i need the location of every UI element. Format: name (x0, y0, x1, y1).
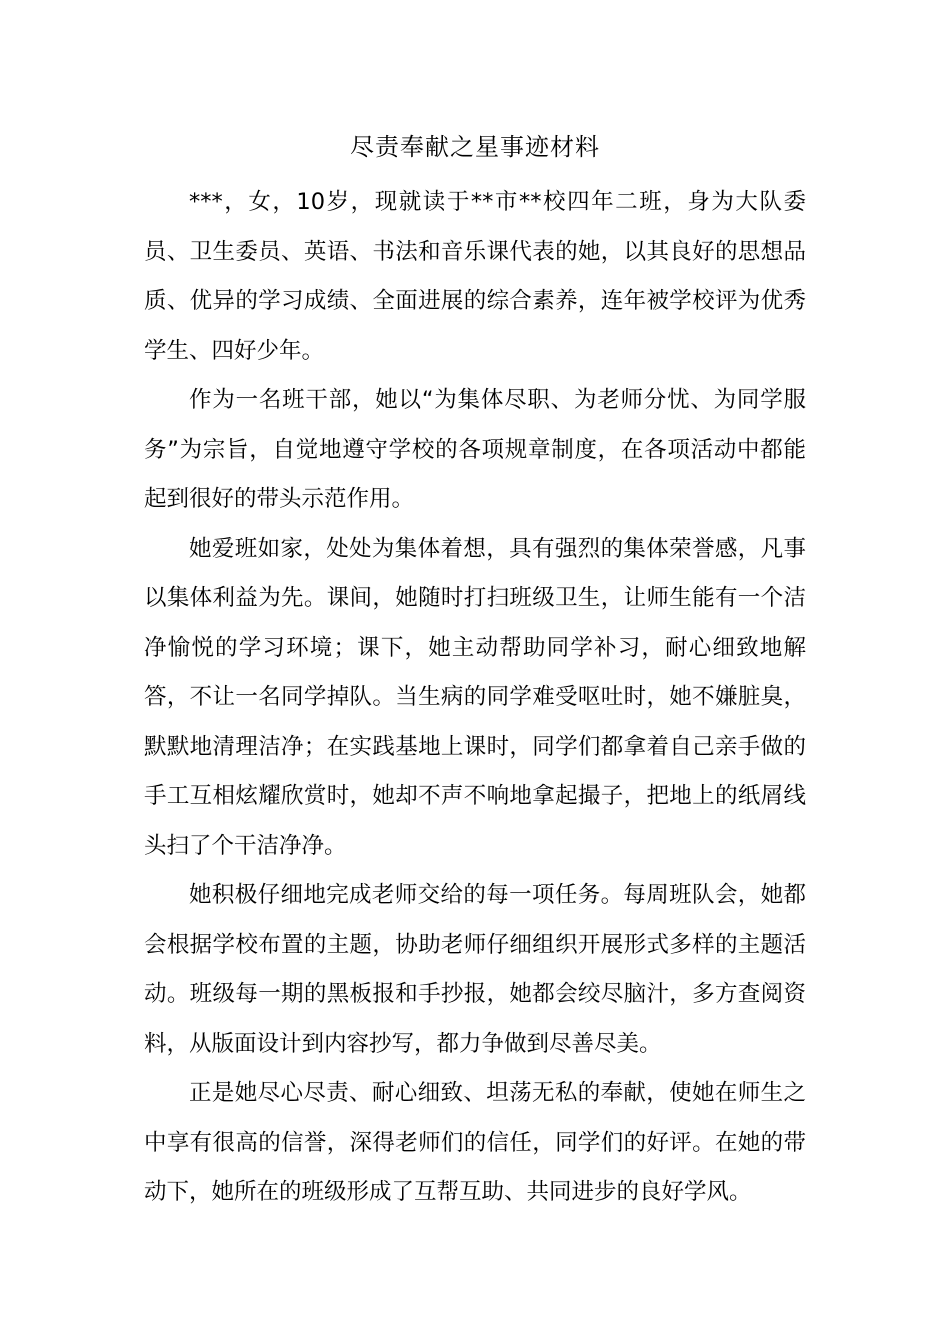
paragraph-conclusion: 正是她尽心尽责、耐心细致、坦荡无私的奉献，使她在师生之中享有很高的信誉，深得老师们的信任，同学们的好评。在她的带动下，她所在的班级形成了互帮互助、共同进步的良好学风。 (144, 1080, 806, 1205)
document-title: 尽责奉献之星事迹材料 (350, 133, 600, 161)
paragraph-intro: ***，女，10岁，现就读于**市**校四年二班，身为大队委员、卫生委员、英语、书法和音乐课代表的她，以其良好的思想品质、优异的学习成绩、全面进展的综合素养，连年被学校评为优秀学生、四好少年。 (144, 189, 806, 364)
paragraph-class-cadre: 作为一名班干部，她以“为集体尽职、为老师分忧、为同学服务”为宗旨，自觉地遵守学校的各项规章制度，在各项活动中都能起到很好的带头示范作用。 (144, 387, 806, 512)
paragraph-love-class: 她爱班如家，处处为集体着想，具有强烈的集体荣誉感，凡事以集体利益为先。课间，她随时打扫班级卫生，让师生能有一个洁净愉悦的学习环境；课下，她主动帮助同学补习，耐心细致地解答，不让一名同学掉队。当生病的同学难受呕吐时，她不嫌脏臭，默默地清理洁净；在实践基地上课时，同学们都拿着自己亲手做的手工互相炫耀欣赏时，她却不声不响地拿起撮子，把地上的纸屑线头扫了个干洁净净。 (144, 535, 806, 859)
paragraph-tasks: 她积极仔细地完成老师交给的每一项任务。每周班队会，她都会根据学校布置的主题，协助老师仔细组织开展形式多样的主题活动。班级每一期的黑板报和手抄报，她都会绞尽脑汁，多方查阅资料，从版面设计到内容抄写，都力争做到尽善尽美。 (144, 882, 806, 1057)
document-body (144, 178, 806, 1218)
